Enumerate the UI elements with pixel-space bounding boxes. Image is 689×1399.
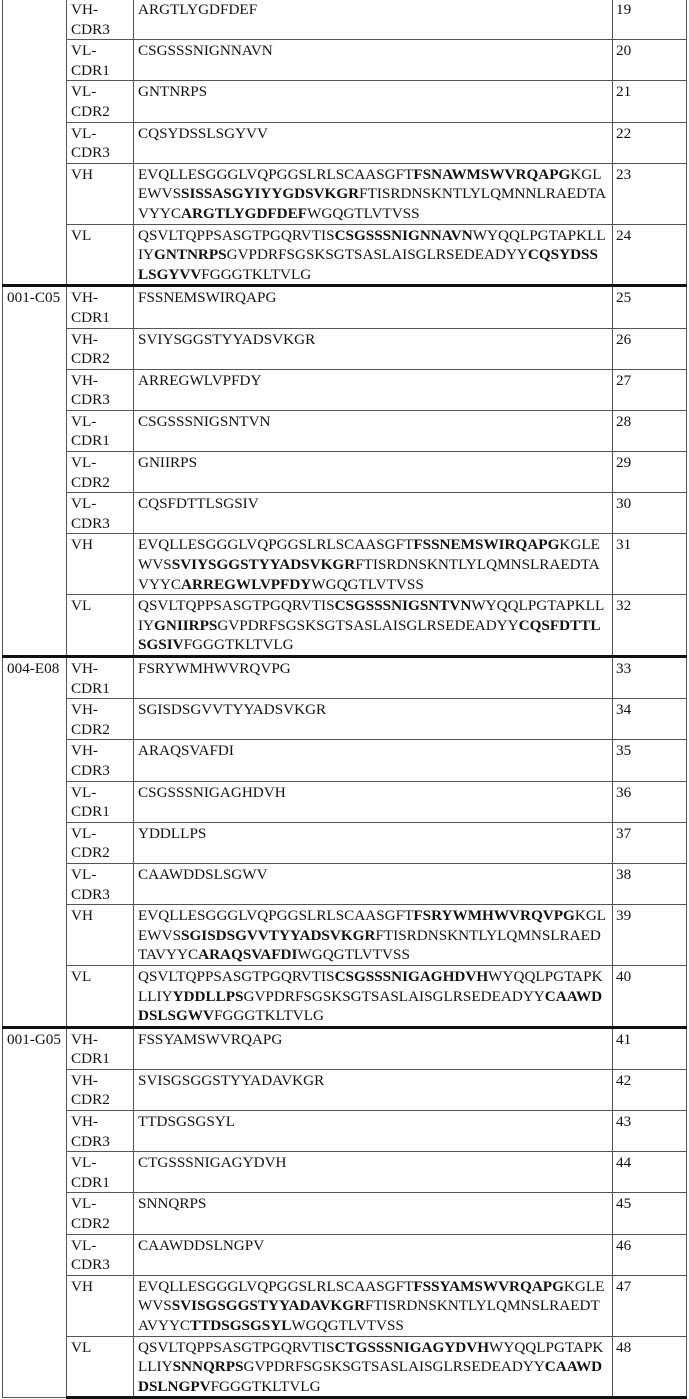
region-cell: VH <box>67 905 134 966</box>
region-cell: VH-CDR1 <box>67 657 134 699</box>
table-row <box>3 1069 687 1110</box>
region-cell: VH-CDR2 <box>67 328 134 369</box>
clone-name-cell: 001-C05 <box>3 286 67 657</box>
table-row <box>3 286 687 328</box>
seq-id-cell: 43 <box>613 1111 687 1152</box>
cdr-segment: SGISDSGVVTYYADSVKGR <box>181 926 376 944</box>
cdr-segment: ARREGWLVPFDY <box>181 575 312 593</box>
sequence-cell <box>134 905 613 966</box>
seq-id-cell: 46 <box>613 1234 687 1275</box>
seq-id-cell: 23 <box>613 163 687 224</box>
table-row <box>3 81 687 122</box>
seq-id-cell: 26 <box>613 328 687 369</box>
table-row <box>3 1234 687 1275</box>
sequence-cell: CAAWDDSLSGWV <box>134 863 613 904</box>
sequence-cell: SVIYSGGSTYYADSVKGR <box>134 328 613 369</box>
framework-segment: KGLEWVS <box>138 1277 605 1315</box>
region-cell: VL-CDR3 <box>67 863 134 904</box>
framework-segment: FGGGTKLTVLG <box>213 1007 324 1025</box>
cdr-segment: ARAQSVAFDI <box>198 946 298 964</box>
cdr-segment: CAAWDDSLNGPV <box>138 1358 603 1395</box>
table-row <box>3 595 687 657</box>
table-row <box>3 863 687 904</box>
region-cell: VL-CDR2 <box>67 1193 134 1234</box>
region-cell: VL-CDR2 <box>67 81 134 122</box>
framework-segment: KGLEWVS <box>138 165 602 203</box>
seq-id-cell: 48 <box>613 1336 687 1398</box>
framework-segment: KGLEWVS <box>138 907 607 944</box>
sequence-cell: GNTNRPS <box>134 81 613 122</box>
sequence-cell: SNNQRPS <box>134 1193 613 1234</box>
clone-name-cell: 004-E08 <box>3 657 67 1028</box>
sequence-cell: CQSFDTTLSGSIV <box>134 493 613 534</box>
cdr-segment: GNTNRPS <box>154 246 227 264</box>
sequence-cell: CSGSSSNIGSNTVN <box>134 410 613 451</box>
sequence-cell: FSRYWMHWVRQVPG <box>134 657 613 699</box>
region-cell: VH-CDR2 <box>67 699 134 740</box>
seq-id-cell: 29 <box>613 452 687 493</box>
sequence-cell <box>134 1275 613 1336</box>
table-row <box>3 1111 687 1152</box>
seq-id-cell: 28 <box>613 410 687 451</box>
table-row <box>3 905 687 966</box>
framework-segment: QSVLTQPPSASGTPGQRVTIS <box>138 597 335 615</box>
framework-segment: WGQGTLVTVSS <box>297 946 410 964</box>
seq-id-cell: 34 <box>613 699 687 740</box>
framework-segment: FGGGTKLTVLG <box>210 1377 321 1395</box>
region-cell: VL <box>67 224 134 286</box>
region-cell: VH-CDR1 <box>67 1027 134 1069</box>
table-row <box>3 965 687 1027</box>
framework-segment: QSVLTQPPSASGTPGQRVTIS <box>138 1338 335 1356</box>
framework-segment: FTISRDNSKNTLYLQMNSLRAEDTAVYYC <box>138 926 601 964</box>
sequence-cell: SGISDSGVVTYYADSVKGR <box>134 699 613 740</box>
sequence-cell: ARREGWLVPFDY <box>134 369 613 410</box>
table-row <box>3 224 687 286</box>
cdr-segment: SVIYSGGSTYYADSVKGR <box>171 556 356 574</box>
seq-id-cell: 20 <box>613 40 687 81</box>
seq-id-cell: 39 <box>613 905 687 966</box>
region-cell: VL-CDR1 <box>67 781 134 822</box>
table-row <box>3 534 687 595</box>
framework-segment: EVQLLESGGGLVQPGGSLRLSCAASGFT <box>138 1277 414 1295</box>
region-cell: VH <box>67 534 134 595</box>
framework-segment: GVPDRFSGSKSGTSASLAISGLRSEDEADYY <box>243 987 545 1005</box>
framework-segment: WYQQLPGTAPKLLIY <box>138 226 606 264</box>
region-cell: VL-CDR1 <box>67 40 134 81</box>
sequence-table-body <box>3 0 687 1398</box>
region-cell: VL-CDR2 <box>67 452 134 493</box>
table-row <box>3 822 687 863</box>
region-cell: VH-CDR3 <box>67 0 134 40</box>
region-cell: VL <box>67 595 134 657</box>
region-cell: VL-CDR3 <box>67 122 134 163</box>
cdr-segment: FSRYWMHWVRQVPG <box>413 907 575 925</box>
cdr-segment: YDDLLPS <box>172 987 244 1005</box>
seq-id-cell: 42 <box>613 1069 687 1110</box>
framework-segment: QSVLTQPPSASGTPGQRVTIS <box>138 967 335 985</box>
framework-segment: WGQGTLVTVSS <box>291 1317 404 1334</box>
sequence-cell: GNIIRPS <box>134 452 613 493</box>
seq-id-cell: 36 <box>613 781 687 822</box>
cdr-segment: SNNQRPS <box>172 1358 244 1376</box>
sequence-cell <box>134 534 613 595</box>
cdr-segment: CQSFDTTLSGSIV <box>138 616 601 654</box>
table-row <box>3 657 687 699</box>
framework-segment: EVQLLESGGGLVQPGGSLRLSCAASGFT <box>138 536 414 554</box>
seq-id-cell: 33 <box>613 657 687 699</box>
region-cell: VL-CDR1 <box>67 410 134 451</box>
seq-id-cell: 31 <box>613 534 687 595</box>
seq-id-cell: 21 <box>613 81 687 122</box>
framework-segment: EVQLLESGGGLVQPGGSLRLSCAASGFT <box>138 165 414 183</box>
cdr-segment: FSSNEMSWIRQAPG <box>413 536 560 554</box>
sequence-cell: CSGSSSNIGNNAVN <box>134 40 613 81</box>
table-row <box>3 1152 687 1193</box>
cdr-segment: CQSYDSSLSGYVV <box>138 246 598 283</box>
sequence-cell: ARAQSVAFDI <box>134 740 613 781</box>
sequence-cell: YDDLLPS <box>134 822 613 863</box>
seq-id-cell: 22 <box>613 122 687 163</box>
table-row <box>3 1193 687 1234</box>
region-cell: VL-CDR2 <box>67 822 134 863</box>
sequence-cell <box>134 224 613 286</box>
table-row <box>3 40 687 81</box>
region-cell: VL-CDR3 <box>67 1234 134 1275</box>
table-row <box>3 163 687 224</box>
sequence-cell: FSSNEMSWIRQAPG <box>134 286 613 328</box>
sequence-cell: CAAWDDSLNGPV <box>134 1234 613 1275</box>
region-cell: VL <box>67 965 134 1027</box>
sequence-cell: SVISGSGGSTYYADAVKGR <box>134 1069 613 1110</box>
cdr-segment: ARGTLYGDFDEF <box>181 204 308 222</box>
clone-name-cell: 001-G05 <box>3 1027 67 1398</box>
framework-segment: GVPDRFSGSKSGTSASLAISGLRSEDEADYY <box>226 246 528 264</box>
seq-id-cell: 27 <box>613 369 687 410</box>
seq-id-cell: 47 <box>613 1275 687 1336</box>
table-row <box>3 122 687 163</box>
cdr-segment: TTDSGSGSYL <box>190 1317 292 1334</box>
seq-id-cell: 44 <box>613 1152 687 1193</box>
cdr-segment: CSGSSSNIGSNTVN <box>334 597 472 615</box>
framework-segment: WGQGTLVTVSS <box>307 204 420 222</box>
framework-segment: FGGGTKLTVLG <box>201 265 312 283</box>
framework-segment: FGGGTKLTVLG <box>183 636 294 654</box>
seq-id-cell: 32 <box>613 595 687 657</box>
region-cell: VH-CDR3 <box>67 740 134 781</box>
framework-segment: FTISRDNSKNTLYLQMNNLRAEDTAVYYC <box>138 185 607 222</box>
table-row <box>3 452 687 493</box>
region-cell: VH-CDR2 <box>67 1069 134 1110</box>
region-cell: VL-CDR1 <box>67 1152 134 1193</box>
framework-segment: FTISRDNSKNTLYLQMNSLRAEDTAVYYC <box>138 556 600 593</box>
seq-id-cell: 40 <box>613 965 687 1027</box>
table-row <box>3 369 687 410</box>
seq-id-cell: 37 <box>613 822 687 863</box>
cdr-segment: CSGSSSNIGNNAVN <box>334 226 473 244</box>
table-row <box>3 1027 687 1069</box>
table-row <box>3 1336 687 1398</box>
seq-id-cell: 30 <box>613 493 687 534</box>
table-row <box>3 410 687 451</box>
cdr-segment: CTGSSSNIGAGYDVH <box>334 1338 490 1356</box>
seq-id-cell: 41 <box>613 1027 687 1069</box>
table-row <box>3 699 687 740</box>
cdr-segment: SVISGSGGSTYYADAVKGR <box>171 1297 366 1315</box>
region-cell: VH <box>67 1275 134 1336</box>
region-cell: VH <box>67 163 134 224</box>
framework-segment: GVPDRFSGSKSGTSASLAISGLRSEDEADYY <box>243 1358 545 1376</box>
sequence-cell: ARGTLYGDFDEF <box>134 0 613 40</box>
seq-id-cell: 19 <box>613 0 687 40</box>
table-row <box>3 328 687 369</box>
sequence-cell: TTDSGSGSYL <box>134 1111 613 1152</box>
region-cell: VH-CDR3 <box>67 369 134 410</box>
cdr-segment: CAAWDDSLSGWV <box>138 987 603 1025</box>
sequence-cell: CQSYDSSLSGYVV <box>134 122 613 163</box>
clone-name-cell <box>3 0 67 286</box>
cdr-segment: FSSYAMSWVRQAPG <box>413 1277 564 1295</box>
sequence-cell <box>134 163 613 224</box>
framework-segment: WYQQLPGTAPKLLIY <box>138 1338 604 1376</box>
framework-segment: QSVLTQPPSASGTPGQRVTIS <box>138 226 335 244</box>
sequence-cell: CSGSSSNIGAGHDVH <box>134 781 613 822</box>
framework-segment: WYQQLPGTAPKLLIY <box>138 597 605 634</box>
table-row <box>3 1275 687 1336</box>
cdr-segment: SISSASGYIYYGDSVKGR <box>181 185 360 203</box>
sequence-cell <box>134 595 613 657</box>
table-row <box>3 740 687 781</box>
framework-segment: WYQQLPGTAPKLLIY <box>138 967 603 1005</box>
framework-segment: FTISRDNSKNTLYLQMNSLRAEDTAVYYC <box>138 1297 600 1334</box>
sequence-cell: CTGSSSNIGAGYDVH <box>134 1152 613 1193</box>
seq-id-cell: 45 <box>613 1193 687 1234</box>
region-cell: VL <box>67 1336 134 1398</box>
seq-id-cell: 38 <box>613 863 687 904</box>
framework-segment: KGLEWVS <box>138 536 600 574</box>
region-cell: VH-CDR3 <box>67 1111 134 1152</box>
framework-segment: WGQGTLVTVSS <box>311 575 424 593</box>
seq-id-cell: 35 <box>613 740 687 781</box>
framework-segment: EVQLLESGGGLVQPGGSLRLSCAASGFT <box>138 907 414 925</box>
sequence-table <box>2 0 687 1399</box>
region-cell: VL-CDR3 <box>67 493 134 534</box>
table-row <box>3 0 687 40</box>
cdr-segment: CSGSSSNIGAGHDVH <box>334 967 489 985</box>
seq-id-cell: 25 <box>613 286 687 328</box>
framework-segment: GVPDRFSGSKSGTSASLAISGLRSEDEADYY <box>217 616 519 634</box>
sequence-cell <box>134 965 613 1027</box>
table-row <box>3 781 687 822</box>
sequence-cell: FSSYAMSWVRQAPG <box>134 1027 613 1069</box>
seq-id-cell: 24 <box>613 224 687 286</box>
table-row <box>3 493 687 534</box>
region-cell: VH-CDR1 <box>67 286 134 328</box>
sequence-cell <box>134 1336 613 1398</box>
cdr-segment: GNIIRPS <box>154 616 218 634</box>
cdr-segment: FSNAWMSWVRQAPG <box>413 165 571 183</box>
